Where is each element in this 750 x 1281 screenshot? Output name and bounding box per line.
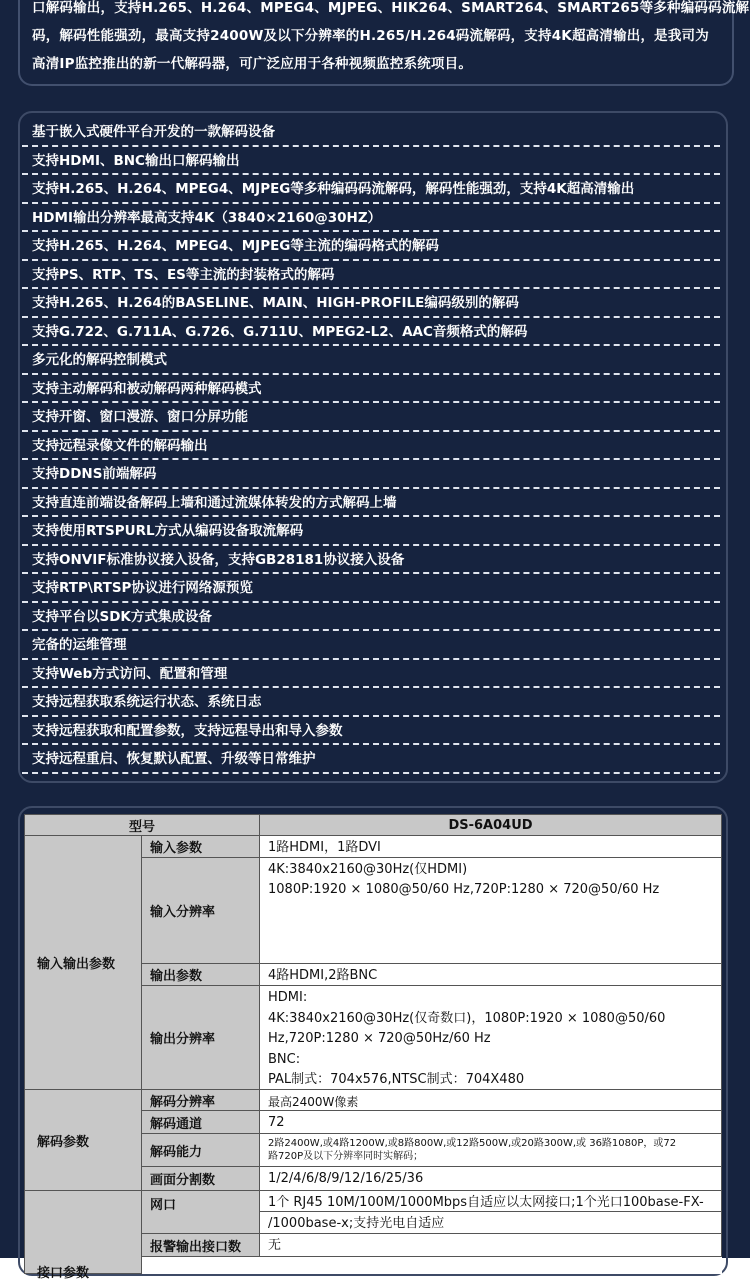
feature-item: 支持主动解码和被动解码两种解码模式 <box>22 375 720 404</box>
feature-item: 支持远程录像文件的解码输出 <box>22 432 720 461</box>
feature-item: 支持H.265、H.264、MPEG4、MJPEG等多种编码码流解码，解码性能强劲，支持4K超高清输出 <box>22 175 720 204</box>
output-res-line: HDMI: <box>268 990 308 1005</box>
feature-item: 支持直连前端设备解码上墙和通过流媒体转发的方式解码上墙 <box>22 489 720 518</box>
network-label: 网口 <box>141 1190 260 1234</box>
decode-cap-line: 2路2400W,或4路1200W,或8路800W,或12路500W,或20路300W,或 36路1080P，或72 <box>268 1138 677 1149</box>
intro-line: 口解码输出，支持H.265、H.264、MPEG4、MJPEG、HIK264、SMART264、SMART265等多种编码码流解 <box>32 0 750 16</box>
decode-cap-label: 解码能力 <box>141 1133 260 1167</box>
intro-panel <box>0 0 750 100</box>
feature-item: 基于嵌入式硬件平台开发的一款解码设备 <box>22 118 720 147</box>
alarm-value: 无 <box>259 1233 722 1257</box>
network-value-1: 1个 RJ45 10M/100M/1000Mbps自适应以太网接口;1个光口100base-FX- <box>259 1190 722 1212</box>
feature-item: 支持平台以SDK方式集成设备 <box>22 603 720 632</box>
output-res-label: 输出分辨率 <box>141 985 260 1090</box>
input-res-line: 4K:3840x2160@30Hz(仅HDMI) <box>268 862 468 877</box>
split-value: 1/2/4/6/8/9/12/16/25/36 <box>259 1166 722 1191</box>
feature-item: 支持使用RTSPURL方式从编码设备取流解码 <box>22 517 720 546</box>
output-params-label: 输出参数 <box>141 963 260 986</box>
feature-list <box>22 118 720 774</box>
decode-cap-line: 路720P及以下分辨率同时实解码； <box>268 1151 424 1162</box>
split-label: 画面分割数 <box>141 1166 260 1191</box>
feature-item: 支持RTP\RTSP协议进行网络源预览 <box>22 574 720 603</box>
model-label-cell: 型号 <box>24 814 260 836</box>
output-res-line: 4K:3840x2160@30Hz(仅奇数口)，1080P:1920 × 1080@50/60 <box>268 1010 666 1026</box>
feature-item: 支持ONVIF标准协议接入设备，支持GB28181协议接入设备 <box>22 546 720 575</box>
output-res-line: Hz,720P:1280 × 720@50Hz/60 Hz <box>268 1031 491 1046</box>
feature-item: HDMI输出分辨率最高支持4K（3840×2160@30HZ） <box>22 204 720 233</box>
group-interface-label: 接口参数 <box>37 1266 90 1281</box>
feature-item: 支持H.265、H.264、MPEG4、MJPEG等主流的编码格式的解码 <box>22 232 720 261</box>
decode-cap-value <box>259 1133 722 1167</box>
feature-item: 支持PS、RTP、TS、ES等主流的封装格式的解码 <box>22 261 720 290</box>
group-io-cell: 输入输出参数 <box>24 835 142 1090</box>
alarm-label: 报警输出接口数 <box>141 1233 260 1257</box>
input-res-value <box>259 857 722 964</box>
feature-item: 完备的运维管理 <box>22 631 720 660</box>
feature-item: 支持Web方式访问、配置和管理 <box>22 660 720 689</box>
decode-channel-label: 解码通道 <box>141 1110 260 1134</box>
feature-item: 支持远程获取和配置参数，支持远程导出和导入参数 <box>22 717 720 746</box>
input-res-label: 输入分辨率 <box>141 857 260 964</box>
decode-res-label: 解码分辨率 <box>141 1089 260 1111</box>
feature-item: 支持开窗、窗口漫游、窗口分屏功能 <box>22 403 720 432</box>
feature-item: 支持DDNS前端解码 <box>22 460 720 489</box>
model-value-cell: DS-6A04UD <box>259 814 722 836</box>
input-res-line: 1080P:1920 × 1080@50/60 Hz,720P:1280 × 720@50/60 Hz <box>268 882 660 897</box>
output-params-value: 4路HDMI,2路BNC <box>259 963 722 986</box>
intro-line: 码，解码性能强劲，最高支持2400W及以下分辨率的H.265/H.264码流解码，支持4K超高清输出，是我司为 <box>32 28 709 44</box>
network-value-2: /1000base-x;支持光电自适应 <box>259 1211 722 1234</box>
group-decode-cell: 解码参数 <box>24 1089 142 1191</box>
feature-item: 支持远程重启、恢复默认配置、升级等日常维护 <box>22 745 720 774</box>
output-res-line: PAL制式：704x576,NTSC制式：704X480 <box>268 1072 525 1087</box>
feature-item: 支持H.265、H.264的BASELINE、MAIN、HIGH-PROFILE编码级别的解码 <box>22 289 720 318</box>
intro-line: 高清IP监控推出的新一代解码器，可广泛应用于各种视频监控系统项目。 <box>32 56 473 72</box>
group-interface-cell <box>24 1190 142 1281</box>
decode-channel-value: 72 <box>259 1110 722 1134</box>
feature-item: 支持远程获取系统运行状态、系统日志 <box>22 688 720 717</box>
decode-res-value: 最高2400W像素 <box>259 1089 722 1111</box>
input-params-label: 输入参数 <box>141 835 260 858</box>
feature-item: 支持HDMI、BNC输出口解码输出 <box>22 147 720 176</box>
output-res-value <box>259 985 722 1090</box>
feature-item: 多元化的解码控制模式 <box>22 346 720 375</box>
intro-text <box>32 0 750 78</box>
output-res-line: BNC: <box>268 1051 301 1067</box>
feature-item: 支持G.722、G.711A、G.726、G.711U、MPEG2-L2、AAC音频格式的解码 <box>22 318 720 347</box>
spec-table <box>24 814 722 1281</box>
input-params-value: 1路HDMI，1路DVI <box>259 835 722 858</box>
